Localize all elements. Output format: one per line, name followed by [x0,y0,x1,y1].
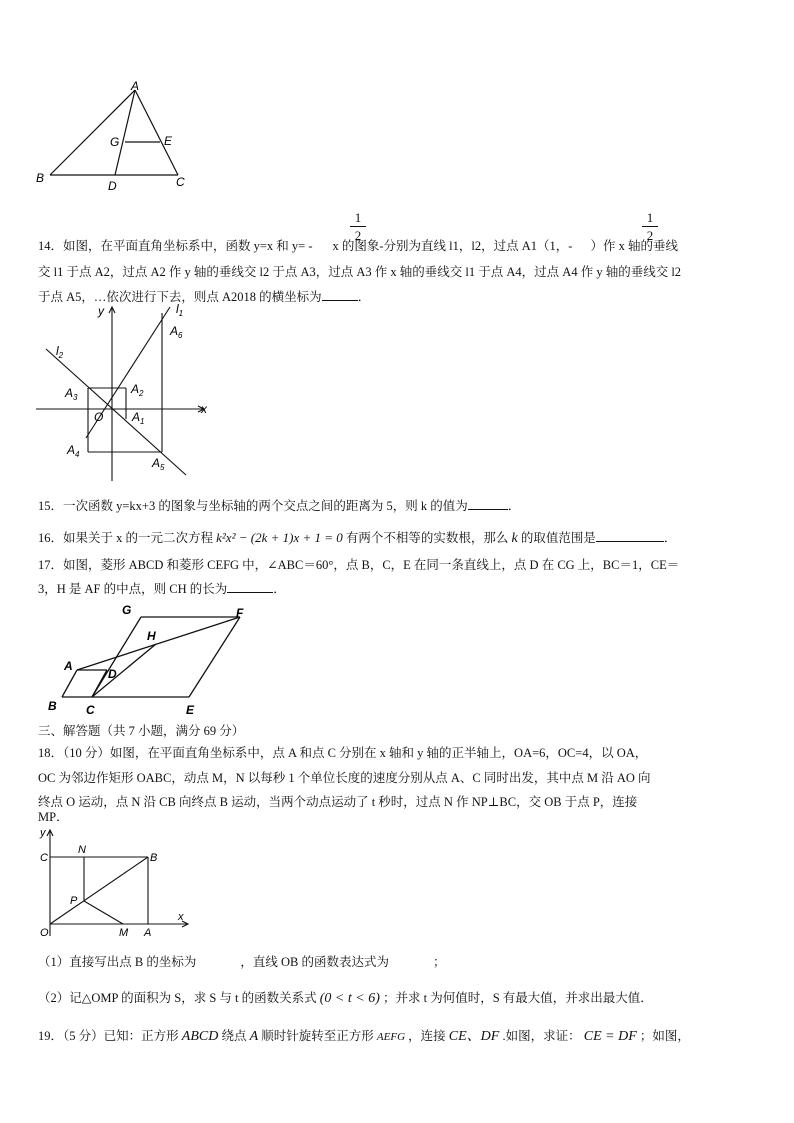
q18-line1: 18．（10 分）如图，在平面直角坐标系中，点 A 和点 C 分别在 x 轴和 y 轴的正半轴上，OA=6，OC=4，以 OA， [38,746,648,760]
label-A2: $A_2$ [131,382,144,398]
label-D: D [108,667,117,681]
triangle-figure [30,80,200,190]
q18-sub2: （2）记△OMP 的面积为 S，求 S 与 t 的函数关系式 (0 < t < 6) ；并求 t 为何值时，S 有最大值，并求出最大值． [38,991,653,1006]
rectangle-figure-q18 [38,824,198,939]
label-C: C [86,703,95,717]
label-N: N [78,844,86,856]
label-G: G [122,603,132,617]
label-O: O [40,927,49,939]
q14-line3: 于点 A5，…依次进行下去，则点 A2018 的横坐标为 ． [38,290,371,304]
label-A: A [144,927,152,939]
label-A: A [131,80,140,93]
label-C: C [176,175,185,189]
q17-line2: 3，H 是 AF 的中点，则 CH 的长为 ． [38,582,286,596]
q17-line1: 17．如图，菱形 ABCD 和菱形 CEFG 中，∠ABC＝60°，点 B，C，E 在同一条直线上，点 D 在 CG 上，BC＝1，CE＝ [38,558,680,572]
label-l2: $l_2$ [56,344,64,360]
label-B: B [150,852,158,864]
label-A6: $A_6$ [170,324,183,340]
q18-condition: (0 < t < 6) [319,991,380,1006]
axis-y-label: y [98,304,104,318]
q14-frac2: $\frac{1}{2}$ [642,210,658,245]
q19: 19．（5 分）已知：正方形 ABCD 绕点 A 顺时针旋转至正方形 AEFG ，连接 CE、DF .如图，求证： CE = DF ；如图， [38,1029,690,1044]
answer-blank[interactable] [596,529,664,542]
label-G: G [110,135,120,149]
q16: 16．如果关于 x 的一元二次方程 k²x² − (2k + 1)x + 1 = 0 有两个不相等的实数根，那么 k 的取值范围是 ． [38,530,677,546]
label-A5: $A_5$ [152,456,165,472]
label-E: E [164,134,173,148]
q14-line1: 14．如图，在平面直角坐标系中，函数 y=x 和 y= - x 的图象-分别为直线 l1，l2，过点 A1（1，- ）作 x 轴的垂线 [38,239,678,253]
label-P: P [70,895,78,907]
label-E: E [186,703,195,717]
rhombus-figure [44,600,284,720]
origin-label: O [94,410,104,424]
label-l1: $l_1$ [176,303,184,318]
q14-frac1: $\frac{1}{2}$ [350,210,366,245]
coordinate-figure-q14 [36,303,216,483]
axis-y-label: y [40,827,46,839]
q18-line2: OC 为邻边作矩形 OABC，动点 M，N 以每秒 1 个单位长度的速度分别从点 A、C 同时出发，其中点 M 沿 AO 向 [38,771,651,785]
q18-line3: 终点 O 运动，点 N 沿 CB 向终点 B 运动，当两个动点运动了 t 秒时，过点 N 作 NP⊥BC，交 OB 于点 P，连接 [38,795,638,809]
label-M: M [119,927,129,939]
q15: 15．一次函数 y=kx+3 的图象与坐标轴的两个交点之间的距离为 5，则 k 的值为 ． [38,499,521,513]
label-A4: $A_4$ [67,443,80,459]
section-heading: 三、解答题（共 7 小题，满分 69 分） [38,724,245,738]
q14-line2: 交 l1 于点 A2，过点 A2 作 y 轴的垂线交 l2 于点 A3，过点 A3 作 x 轴的垂线交 l1 于点 A4，过点 A4 作 y 轴的垂线交 l2 [38,265,682,279]
label-B: B [36,171,45,185]
answer-blank[interactable] [468,497,508,510]
label-A3: $A_3$ [65,386,78,402]
label-D: D [108,179,117,190]
q18-line4: MP． [38,810,69,824]
label-C: C [40,852,48,864]
answer-blank[interactable] [322,288,358,301]
label-A1: $A_1$ [132,410,145,426]
label-B: B [48,699,57,713]
axis-x-label: x [201,402,207,416]
label-A: A [64,659,73,673]
q18-sub1: （1）直接写出点 B 的坐标为 ，直线 OB 的函数表达式为 ； [38,955,446,969]
axis-x-label: x [178,911,184,923]
label-F: F [236,606,244,620]
q16-equation: k²x² − (2k + 1)x + 1 = 0 [216,530,343,545]
answer-blank[interactable] [227,580,273,593]
label-H: H [147,629,156,643]
